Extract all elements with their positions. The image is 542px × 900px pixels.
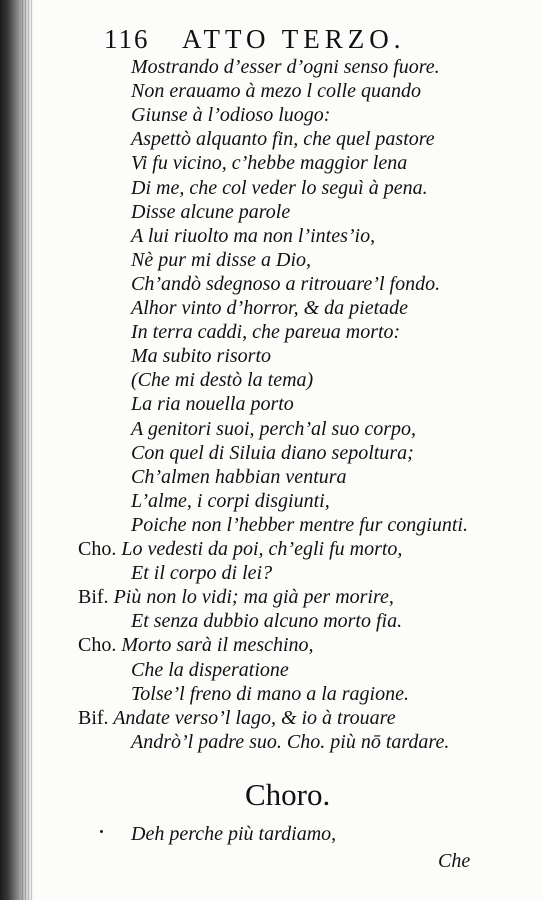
running-head: ATTO TERZO. [182, 24, 406, 54]
line-text: Alhor vinto d’horror, & da pietade [131, 297, 409, 319]
line-text: A lui riuolto ma non l’intes’io, [131, 224, 376, 247]
line-text: Et il corpo di lei? [131, 562, 273, 585]
verse-line [78, 586, 394, 609]
ink-speck [100, 830, 103, 833]
line-text: Ch’almen habbian ventura [131, 465, 347, 488]
verse-line [131, 823, 336, 846]
verse-line [131, 273, 440, 296]
line-text: Andate verso’l lago, & io à trouare [113, 706, 396, 729]
speaker-label: Bif. [78, 706, 109, 729]
line-text: Morto sarà il meschino, [121, 634, 314, 657]
line-text: L’alme, i corpi disgiunti, [131, 489, 330, 512]
verse-line [131, 249, 311, 272]
line-text: Disse alcune parole [131, 200, 291, 223]
line-text: Non erauamo à mezo l colle quando [131, 80, 421, 103]
verse-line [131, 418, 416, 441]
line-text: (Che mi destò la tema) [131, 369, 314, 392]
line-text: Che la disperatione [131, 658, 289, 681]
line-text: Con quel di Siluia diano sepoltura; [131, 441, 414, 464]
line-text: Vi fu vicino, c’hebbe maggior lena [131, 152, 408, 175]
verse-line [131, 393, 294, 416]
verse-line [131, 345, 271, 368]
page-number: 116 [104, 24, 150, 54]
line-text: Poiche non l’hebber mentre fur congiunti. [131, 513, 468, 536]
verse-line [131, 152, 407, 175]
line-text: Deh perche più tardiamo, [131, 823, 337, 845]
speaker-label: Bif. [78, 586, 109, 609]
speaker-label: Cho. [78, 634, 117, 657]
line-text: Giunse à l’odioso luogo: [131, 104, 331, 127]
verse-line [131, 683, 409, 706]
verse-line [131, 731, 449, 754]
line-text: Più non lo vidi; ma già per morire, [113, 586, 394, 609]
verse-line [131, 201, 290, 224]
line-text: In terra caddi, che pareua morto: [131, 321, 401, 344]
line-text: Lo vedesti da poi, ch’egli fu morto, [121, 538, 403, 560]
verse-line [131, 80, 421, 103]
verse-line [131, 610, 402, 633]
verse-line [131, 490, 330, 513]
verse-line [131, 321, 400, 344]
line-text: La ria nouella porto [131, 393, 294, 416]
verse-line [131, 659, 289, 682]
line-text: Ch’andò sdegnoso a ritrouare’l fondo. [131, 272, 441, 295]
verse-line [78, 634, 314, 657]
section-title: Choro. [245, 777, 331, 812]
verse-line [78, 707, 396, 730]
line-text: Andrò’l padre suo. Cho. più nō tardare. [131, 730, 450, 753]
verse-line [131, 442, 414, 465]
verse-line [78, 538, 402, 561]
verse-line [131, 225, 375, 248]
verse-line [131, 369, 313, 392]
catchword: Che [438, 850, 471, 872]
verse-line [131, 562, 272, 585]
page-edges [22, 0, 34, 900]
verse-line [131, 128, 435, 151]
line-text: Ma subito risorto [131, 345, 272, 368]
line-text: Tolse’l freno di mano a la ragione. [131, 682, 409, 705]
line-text: Di me, che col veder lo seguì à pena. [131, 176, 428, 199]
verse-line [131, 514, 468, 537]
verse-line [131, 466, 347, 489]
page-header [104, 22, 524, 56]
line-text: A genitori suoi, perch’al suo corpo, [131, 417, 416, 440]
verse-line [131, 297, 408, 320]
line-text: Nè pur mi disse a Dio, [131, 248, 311, 271]
line-text: Mostrando d’esser d’ogni senso fuore. [131, 56, 440, 78]
verse-line [131, 104, 330, 127]
verse-line [131, 177, 428, 200]
line-text: Aspettò alquanto fin, che quel pastore [131, 128, 435, 151]
line-text: Et senza dubbio alcuno morto fia. [131, 610, 403, 633]
verse-line [131, 56, 440, 79]
speaker-label: Cho. [78, 538, 117, 560]
